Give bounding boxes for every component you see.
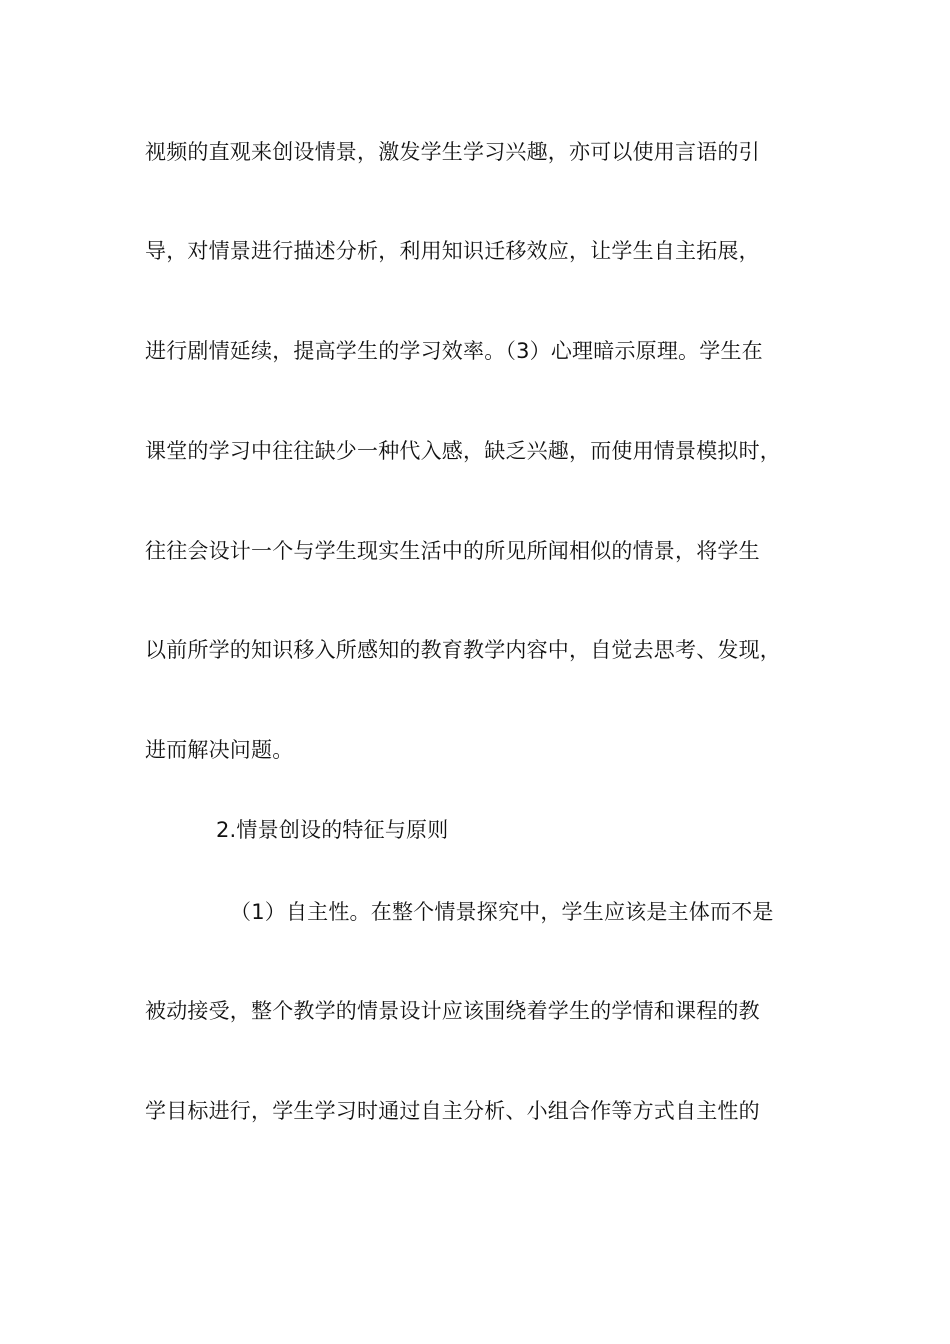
text-line-5: 往往会设计一个与学生现实生活中的所见所闻相似的情景，将学生 <box>145 539 760 563</box>
text-line-4: 课堂的学习中往往缺少一种代入感，缺乏兴趣，而使用情景模拟时， <box>145 439 781 463</box>
text-line-8: （1）自主性。在整个情景探究中，学生应该是主体而不是 <box>230 900 774 924</box>
text-line-3: 进行剧情延续，提高学生的学习效率。（3）心理暗示原理。学生在 <box>145 339 763 363</box>
text-line-6: 以前所学的知识移入所感知的教育教学内容中，自觉去思考、发现， <box>145 638 781 662</box>
text-line-9: 被动接受，整个教学的情景设计应该围绕着学生的学情和课程的教 <box>145 999 760 1023</box>
text-line-1: 视频的直观来创设情景，激发学生学习兴趣，亦可以使用言语的引 <box>145 140 760 164</box>
text-line-7: 进而解决问题。 <box>145 738 294 762</box>
text-line-10: 学目标进行，学生学习时通过自主分析、小组合作等方式自主性的 <box>145 1099 760 1123</box>
text-line-2: 导，对情景进行描述分析，利用知识迁移效应，让学生自主拓展， <box>145 239 760 263</box>
section-heading: 2.情景创设的特征与原则 <box>216 818 449 842</box>
